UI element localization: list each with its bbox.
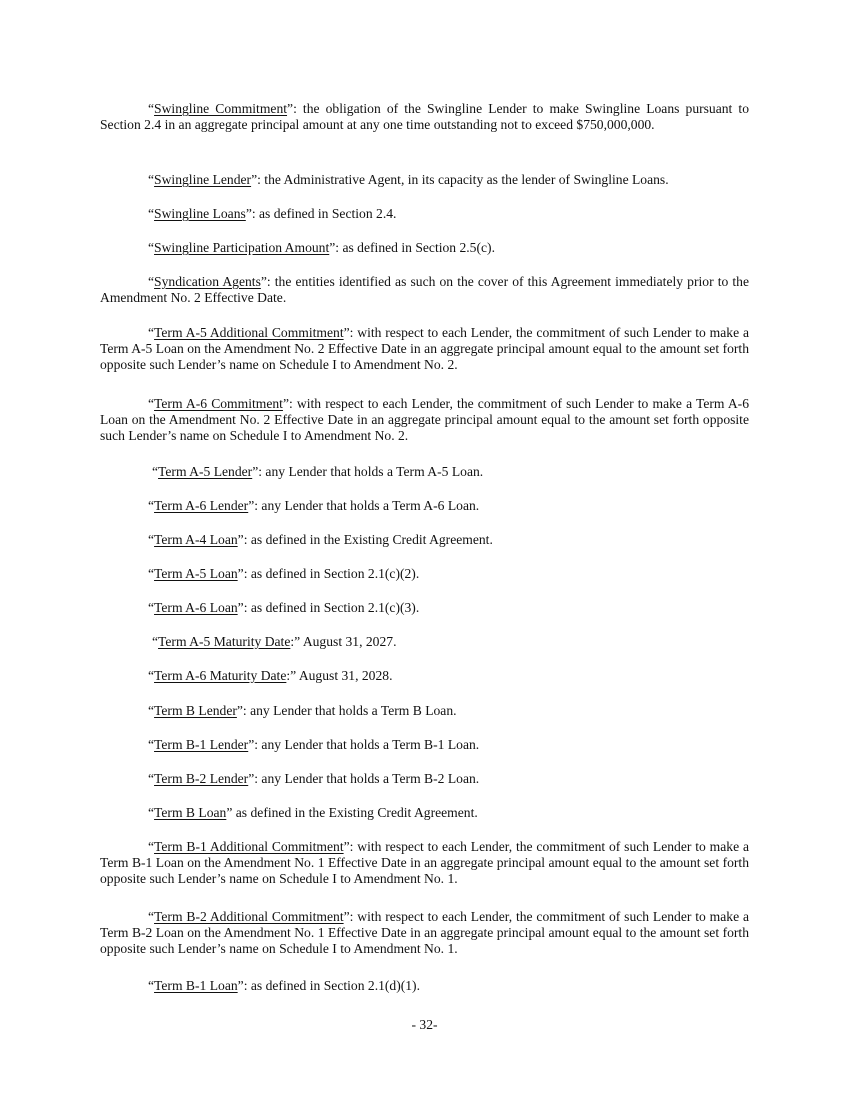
definition-text: ”: as defined in Section 2.4. xyxy=(245,206,397,221)
definition-term-a5-maturity-date: “Term A-5 Maturity Date:” August 31, 2027. xyxy=(152,634,397,649)
definition-swingline-loans: “Swingline Loans”: as defined in Section 2.4. xyxy=(148,206,397,221)
definition-term-a6-commitment: “Term A-6 Commitment”: with respect to each Lender, the commitment of such Lender to make a Term A-6 Loan on the Amendment No. 2 Effective Date in an aggregate principal amount equal to the amount set forth opposite such Lender’s name on Schedule I to Amendment No. 2. xyxy=(100,396,750,443)
definition-term-b1-additional-commitment: “Term B-1 Additional Commitment”: with respect to each Lender, the commitment of such Lender to make a Term B-1 Loan on the Amendment No. 1 Effective Date in an aggregate principal amount equal to the amount set forth opposite such Lender’s name on Schedule I to Amendment No. 1. xyxy=(100,839,749,886)
defined-term: Term A-6 Maturity Date xyxy=(154,668,287,683)
defined-term: Term B-1 Lender xyxy=(154,737,249,752)
definition-term-b2-additional-commitment: “Term B-2 Additional Commitment”: with respect to each Lender, the commitment of such Lender to make a Term B-2 Loan on the Amendment No. 1 Effective Date in an aggregate principal amount equal to the amount set forth opposite such Lender’s name on Schedule I to Amendment No. 1. xyxy=(100,909,749,956)
definition-text: ”: the Administrative Agent, in its capacity as the lender of Swingline Loans. xyxy=(251,172,669,187)
definition-term-b2-lender: “Term B-2 Lender”: any Lender that holds a Term B-2 Loan. xyxy=(148,771,480,786)
defined-term: Syndication Agents xyxy=(154,274,261,289)
definition-text: ”: with respect to each Lender, the commitment of such Lender to make a Term A-6 Loan on the Amendment No. 2 Effective Date in an aggregate principal amount equal to the amount set forth opposite such Lender’s name on Schedule I to Amendment No. 2. xyxy=(100,396,750,443)
defined-term: Term B-2 Additional Commitment xyxy=(154,909,344,924)
definition-term-a4-loan: “Term A-4 Loan”: as defined in the Existing Credit Agreement. xyxy=(148,532,493,547)
defined-term: Term A-4 Loan xyxy=(154,532,238,547)
defined-term: Swingline Lender xyxy=(154,172,252,187)
definition-text: ”: any Lender that holds a Term A-6 Loan. xyxy=(248,498,480,513)
defined-term: Term B Lender xyxy=(154,703,237,718)
defined-term: Term A-5 Loan xyxy=(154,566,238,581)
definition-term-a6-lender: “Term A-6 Lender”: any Lender that holds a Term A-6 Loan. xyxy=(148,498,480,513)
definition-text: ”: as defined in the Existing Credit Agreement. xyxy=(237,532,493,547)
defined-term: Term B-2 Lender xyxy=(154,771,249,786)
definition-text: ”: any Lender that holds a Term A-5 Loan. xyxy=(252,464,484,479)
defined-term: Term B-1 Additional Commitment xyxy=(154,839,344,854)
definition-swingline-lender: “Swingline Lender”: the Administrative Agent, in its capacity as the lender of Swingline Loans. xyxy=(148,172,669,187)
defined-term: Term A-6 Loan xyxy=(154,600,238,615)
definition-text: ”: any Lender that holds a Term B-1 Loan. xyxy=(248,737,480,752)
defined-term: Term A-6 Commitment xyxy=(154,396,283,411)
defined-term: Swingline Commitment xyxy=(154,101,288,116)
defined-term: Term A-5 Maturity Date xyxy=(158,634,291,649)
defined-term: Swingline Participation Amount xyxy=(154,240,330,255)
definition-text: :” August 31, 2028. xyxy=(286,668,393,683)
definition-text: ”: the obligation of the Swingline Lender to make Swingline Loans pursuant to Section 2.4 in an aggregate principal amount at any one time outstanding not to exceed $750,000,000. xyxy=(100,101,749,132)
definition-text: ”: any Lender that holds a Term B-2 Loan. xyxy=(248,771,480,786)
definition-text: ”: as defined in Section 2.5(c). xyxy=(329,240,495,255)
definition-text: ”: any Lender that holds a Term B Loan. xyxy=(236,703,457,718)
defined-term: Term A-5 Lender xyxy=(158,464,253,479)
definition-text: ”: the entities identified as such on the cover of this Agreement immediately prior to the Amendment No. 2 Effective Date. xyxy=(100,274,749,305)
definition-text: ”: as defined in Section 2.1(d)(1). xyxy=(237,978,420,993)
definition-term-b1-loan: “Term B-1 Loan”: as defined in Section 2.1(d)(1). xyxy=(148,978,420,993)
definition-text: ” as defined in the Existing Credit Agreement. xyxy=(226,805,478,820)
definition-text: ”: as defined in Section 2.1(c)(2). xyxy=(237,566,420,581)
definition-term-a5-additional-commitment: “Term A-5 Additional Commitment”: with respect to each Lender, the commitment of such Lender to make a Term A-5 Loan on the Amendment No. 2 Effective Date in an aggregate principal amount equal to the amount set forth opposite such Lender’s name on Schedule I to Amendment No. 2. xyxy=(100,325,749,372)
definition-term-a6-loan: “Term A-6 Loan”: as defined in Section 2.1(c)(3). xyxy=(148,600,420,615)
definition-term-b1-lender: “Term B-1 Lender”: any Lender that holds a Term B-1 Loan. xyxy=(148,737,480,752)
definition-text: ”: with respect to each Lender, the commitment of such Lender to make a Term A-5 Loan on the Amendment No. 2 Effective Date in an aggregate principal amount equal to the amount set forth opposite such Lender’s name on Schedule I to Amendment No. 2. xyxy=(100,325,749,372)
defined-term: Swingline Loans xyxy=(154,206,246,221)
definition-term-a5-lender: “Term A-5 Lender”: any Lender that holds a Term A-5 Loan. xyxy=(152,464,484,479)
defined-term: Term A-5 Additional Commitment xyxy=(154,325,344,340)
defined-term: Term B Loan xyxy=(154,805,227,820)
definition-swingline-commitment: “Swingline Commitment”: the obligation of the Swingline Lender to make Swingline Loans pursuant to Section 2.4 in an aggregate principal amount at any one time outstanding not to exceed $750,000,000. xyxy=(100,101,749,132)
definition-swingline-participation-amount: “Swingline Participation Amount”: as defined in Section 2.5(c). xyxy=(148,240,495,255)
page-number: - 32- xyxy=(411,1017,438,1032)
definition-text: ”: with respect to each Lender, the commitment of such Lender to make a Term B-2 Loan on the Amendment No. 1 Effective Date in an aggregate principal amount equal to the amount set forth opposite such Lender’s name on Schedule I to Amendment No. 1. xyxy=(100,909,749,956)
definition-text: ”: as defined in Section 2.1(c)(3). xyxy=(237,600,420,615)
defined-term: Term B-1 Loan xyxy=(154,978,238,993)
definition-text: ”: with respect to each Lender, the commitment of such Lender to make a Term B-1 Loan on the Amendment No. 1 Effective Date in an aggregate principal amount equal to the amount set forth opposite such Lender’s name on Schedule I to Amendment No. 1. xyxy=(100,839,749,886)
definition-term-a5-loan: “Term A-5 Loan”: as defined in Section 2.1(c)(2). xyxy=(148,566,420,581)
definition-term-b-loan: “Term B Loan” as defined in the Existing Credit Agreement. xyxy=(148,805,478,820)
definition-syndication-agents: “Syndication Agents”: the entities identified as such on the cover of this Agreement immediately prior to the Amendment No. 2 Effective Date. xyxy=(100,274,749,305)
definition-term-b-lender: “Term B Lender”: any Lender that holds a Term B Loan. xyxy=(148,703,457,718)
defined-term: Term A-6 Lender xyxy=(154,498,249,513)
definition-text: :” August 31, 2027. xyxy=(290,634,397,649)
definition-term-a6-maturity-date: “Term A-6 Maturity Date:” August 31, 2028. xyxy=(148,668,393,683)
